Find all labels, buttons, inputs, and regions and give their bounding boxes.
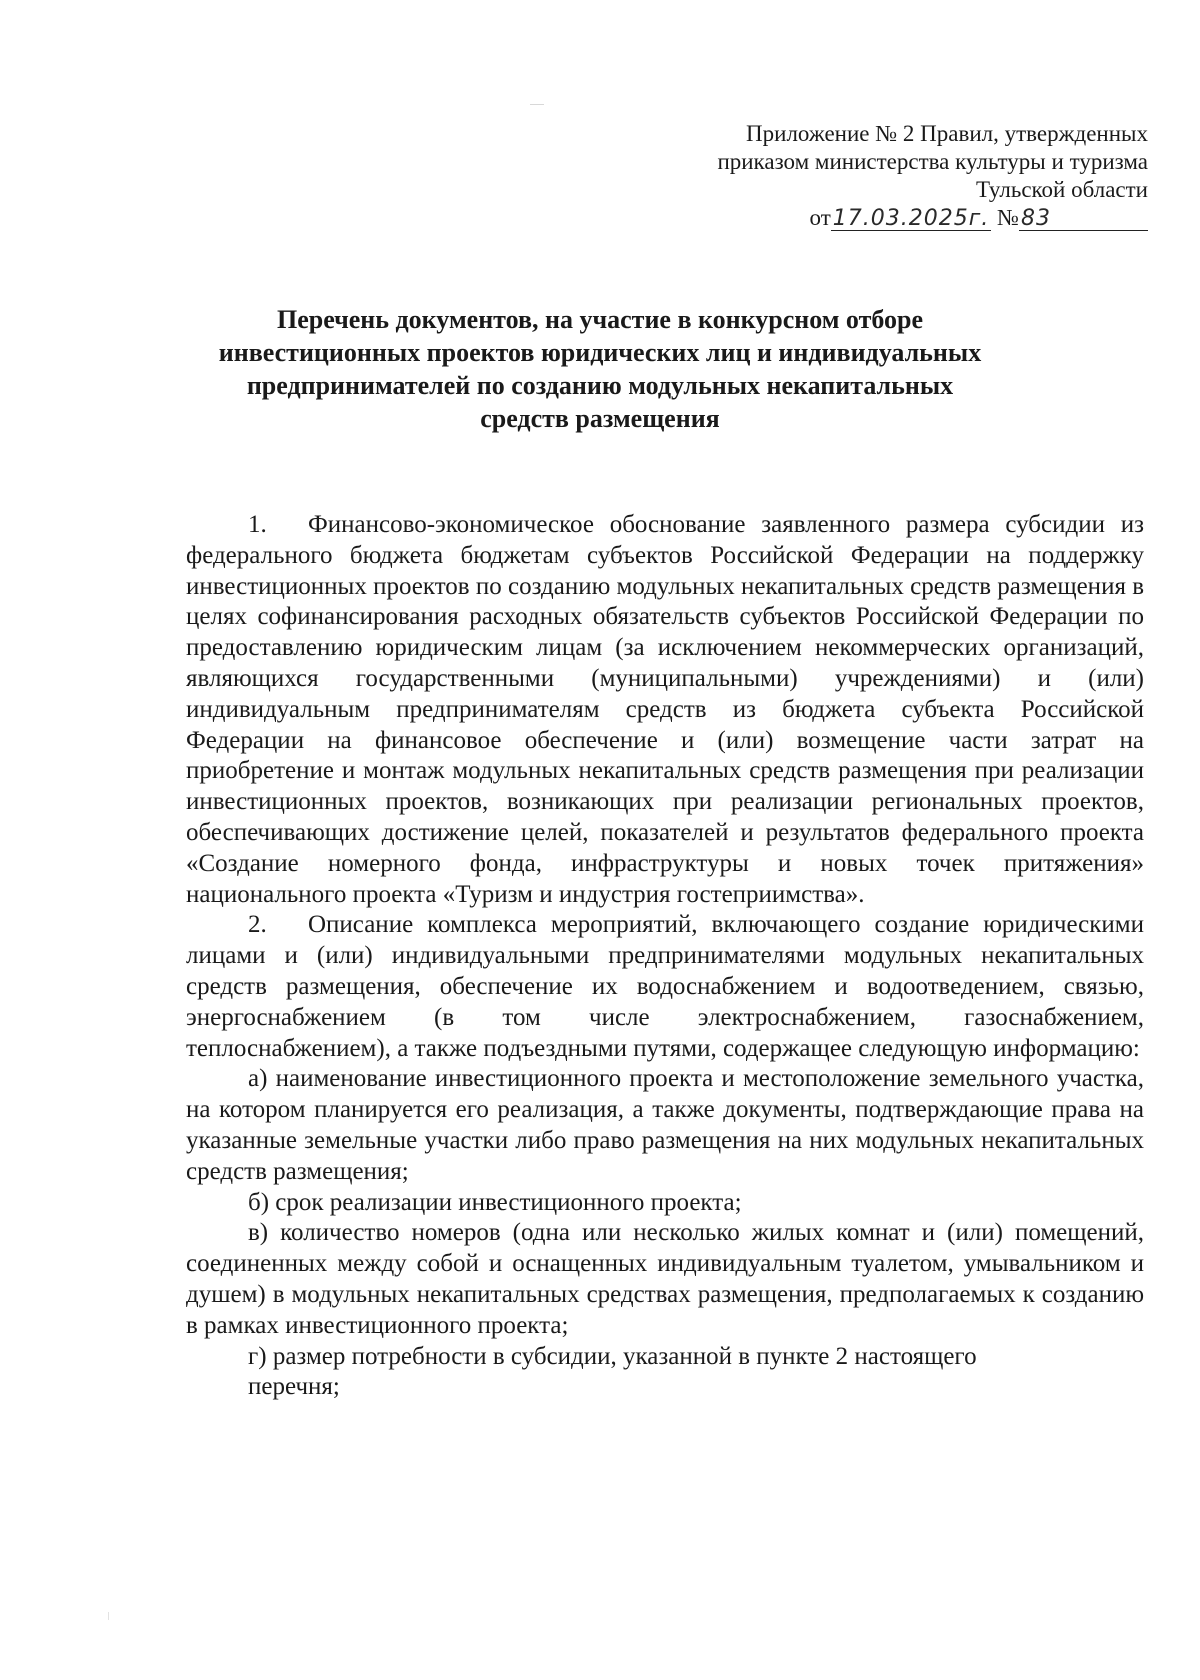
title-line-3: предпринимателей по созданию модульных некапитальных	[246, 371, 954, 400]
appendix-line-1: Приложение № 2 Правил, утвержденных	[746, 121, 1148, 146]
scan-artifact	[530, 104, 544, 105]
handwritten-date: 17.03.2025г.	[832, 206, 990, 231]
subitem-g-line-1: г) размер потребности в субсидии, указанной в пункте 2 настоящего	[248, 1342, 977, 1370]
item-number: 1.	[248, 511, 267, 538]
list-item-2	[186, 910, 1144, 1064]
subitem-g-line-2: перечня;	[248, 1373, 340, 1401]
subitem-a: а) наименование инвестиционного проекта и местоположение земельного участка, на котором планируется его реализация, а также документы, подтверждающие права на указанные земельные участки либо право размещения на них модульных некапитальных средств размещения;	[186, 1065, 1144, 1185]
subitem-v: в) количество номеров (одна или несколько жилых комнат и (или) помещений, соединенных между собой и оснащенных индивидуальным туалетом, умывальником и душем) в модульных некапитальных средствах размещения, предполагаемых к созданию в рамках инвестиционного проекта;	[186, 1219, 1144, 1339]
appendix-header	[628, 120, 1148, 232]
item-text: Финансово-экономическое обоснование заявленного размера субсидии из федерального бюджета бюджетам субъектов Российской Федерации на поддержку инвестиционных проектов по созданию модульных некапитальных средств размещения в целях софинансирования расходных обязательств субъектов Российской Федерации по предоставлению юридическим лицам (за исключением некоммерческих организаций, являющихся государственными (муниципальными) учреждениями) и (или) индивидуальным предпринимателям средств из бюджета субъекта Российской Федерации на финансовое обеспечение и (или) возмещение части затрат на приобретение и монтаж модульных некапитальных средств размещения при реализации инвестиционных проектов, возникающих при реализации региональных проектов, обеспечивающих достижение целей, показателей и результатов федерального проекта «Создание номерного фонда, инфраструктуры и новых точек притяжения» национального проекта «Туризм и индустрия гостеприимства».	[186, 511, 1144, 908]
list-item-1	[186, 510, 1144, 910]
number-label: №	[997, 205, 1019, 230]
item-number: 2.	[248, 911, 267, 939]
title-line-4: средств размещения	[480, 404, 720, 433]
subitem-g	[186, 1342, 1144, 1404]
appendix-line-3: Тульской области	[975, 177, 1148, 202]
scan-artifact	[108, 1612, 109, 1620]
from-label: от	[809, 205, 831, 230]
subitem-b: б) срок реализации инвестиционного проекта;	[248, 1188, 742, 1216]
document-title	[150, 303, 1050, 435]
appendix-line-2: приказом министерства культуры и туризма	[717, 149, 1148, 174]
document-body	[186, 510, 1144, 1403]
title-line-2: инвестиционных проектов юридических лиц и индивидуальных	[218, 338, 982, 367]
item-text: Описание комплекса мероприятий, включающего создание юридическими лицами и (или) индивидуальными предпринимателями модульных некапитальных средств размещения, обеспечение их водоснабжением и водоотведением, связью, энергоснабжением (в том числе электроснабжением, газоснабжением, теплоснабжением), а также подъездными путями, содержащее следующую информацию:	[186, 911, 1144, 1062]
handwritten-number: 83	[1019, 208, 1148, 231]
order-date-number	[628, 204, 1148, 232]
title-line-1: Перечень документов, на участие в конкурсном отборе	[276, 305, 924, 334]
